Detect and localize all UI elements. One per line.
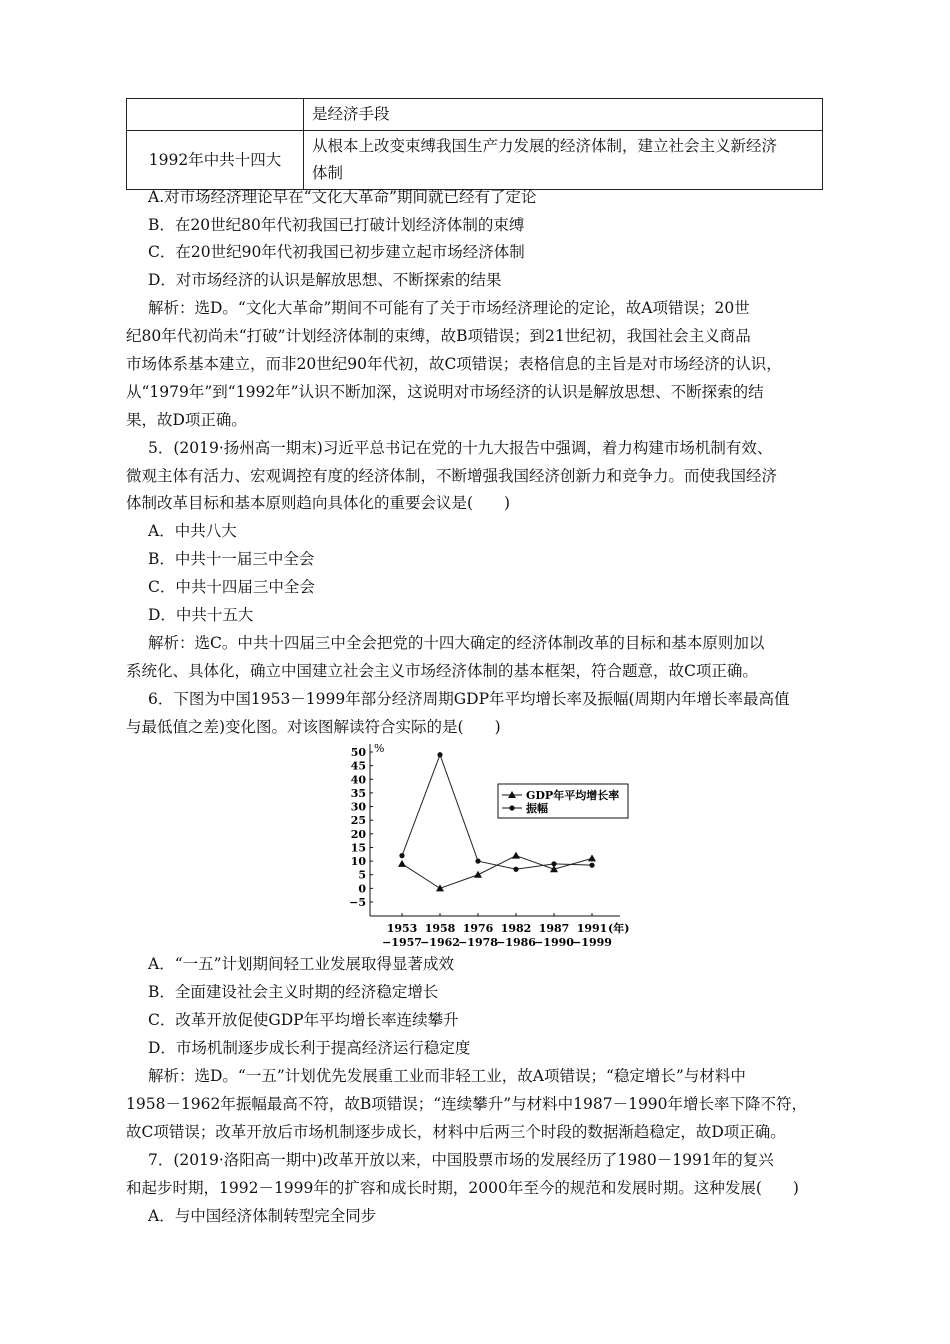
x-tick-label: 1991 bbox=[576, 922, 608, 935]
option-a: A．与中国经济体制转型完全同步 bbox=[148, 1207, 377, 1225]
answer-line: 解析：选D。“一五”计划优先发展重工业而非轻工业，故A项错误；“稳定增长”与材料中 bbox=[148, 1067, 746, 1085]
y-tick-label: 25 bbox=[350, 814, 366, 828]
y-tick-label: 5 bbox=[358, 868, 366, 882]
y-tick-label: 45 bbox=[350, 759, 366, 773]
info-table bbox=[126, 98, 823, 190]
option-d: D．中共十五大 bbox=[148, 606, 254, 624]
y-tick-label: 20 bbox=[350, 827, 366, 841]
answer-line: 纪80年代初尚未“打破”计划经济体制的束缚，故B项错误；到21世纪初，我国社会主义商品 bbox=[126, 327, 751, 345]
answer-line: 果，故D项正确。 bbox=[126, 411, 247, 429]
data-point-circle bbox=[437, 752, 442, 757]
answer-line: 从“1979年”到“1992年”认识不断加深，这说明对市场经济的认识是解放思想、不断探索的结 bbox=[126, 383, 764, 401]
y-tick-label: 40 bbox=[350, 773, 366, 787]
x-tick-label: 1976 bbox=[462, 922, 494, 935]
table-cell: 1992年中共十四大 bbox=[127, 131, 304, 190]
y-tick-label: 10 bbox=[350, 855, 366, 869]
option-b: B．中共十一届三中全会 bbox=[148, 550, 315, 568]
option-a: A．“一五”计划期间轻工业发展取得显著成效 bbox=[148, 955, 455, 973]
y-axis-label: % bbox=[374, 742, 385, 755]
x-tick-label: −1957 bbox=[382, 936, 422, 949]
option-c: C．中共十四届三中全会 bbox=[148, 578, 315, 596]
series-line bbox=[402, 856, 592, 889]
data-point-circle bbox=[589, 863, 594, 868]
question-stem: 与最低值之差)变化图。对该图解读符合实际的是( ) bbox=[126, 718, 501, 736]
option-a: A.对市场经济理论早在“文化大革命”期间就已经有了定论 bbox=[148, 188, 537, 206]
data-point-triangle bbox=[398, 860, 406, 867]
x-tick-label: 1953 bbox=[386, 922, 418, 935]
data-point-circle bbox=[475, 858, 480, 863]
y-tick-label: −5 bbox=[349, 896, 366, 909]
legend-circle-marker bbox=[509, 805, 514, 810]
y-tick-label: 50 bbox=[350, 746, 366, 759]
y-tick-label: 30 bbox=[350, 800, 366, 814]
table-cell-line: 从根本上改变束缚我国生产力发展的经济体制，建立社会主义新经济 bbox=[312, 137, 778, 155]
legend-label: GDP年平均增长率 bbox=[526, 789, 620, 802]
gdp-chart bbox=[340, 740, 650, 952]
question-stem: 微观主体有活力、宏观调控有度的经济体制，不断增强我国经济创新力和竞争力。而使我国经济 bbox=[126, 467, 778, 485]
chart-legend bbox=[498, 784, 628, 818]
table-cell-line: 体制 bbox=[312, 164, 344, 182]
option-b: B．在20世纪80年代初我国已打破计划经济体制的束缚 bbox=[148, 216, 525, 234]
option-c: C．改革开放促使GDP年平均增长率连续攀升 bbox=[148, 1011, 459, 1029]
y-tick-label: 15 bbox=[350, 841, 366, 855]
answer-line: 1958－1962年振幅最高不符，故B项错误；“连续攀升”与材料中1987－1990年增长率下降不符， bbox=[126, 1095, 808, 1113]
question-stem: 5．(2019·扬州高一期末)习近平总书记在党的十九大报告中强调，着力构建市场机制有效、 bbox=[148, 439, 773, 457]
x-tick-label: −1978 bbox=[458, 936, 498, 949]
question-stem: 7．(2019·洛阳高一期中)改革开放以来，中国股票市场的发展经历了1980－1991年的复兴 bbox=[148, 1151, 774, 1169]
data-point-circle bbox=[551, 861, 556, 866]
data-point-circle bbox=[513, 867, 518, 872]
x-tick-label: −1990 bbox=[534, 936, 574, 949]
option-d: D．市场机制逐步成长利于提高经济运行稳定度 bbox=[148, 1039, 471, 1057]
x-tick-label: 1958 bbox=[424, 922, 456, 935]
x-tick-label: 1982 bbox=[500, 922, 532, 935]
option-b: B．全面建设社会主义时期的经济稳定增长 bbox=[148, 983, 439, 1001]
option-c: C．在20世纪90年代初我国已初步建立起市场经济体制 bbox=[148, 243, 525, 261]
chart-axes bbox=[349, 742, 629, 949]
x-tick-label: 1987 bbox=[538, 922, 570, 935]
x-tick-label: −1962 bbox=[420, 936, 460, 949]
x-axis-label: (年) bbox=[608, 922, 630, 935]
table-cell bbox=[127, 99, 304, 131]
option-d: D．对市场经济的认识是解放思想、不断探索的结果 bbox=[148, 271, 502, 289]
answer-line: 解析：选D。“文化大革命”期间不可能有了关于市场经济理论的定论，故A项错误；20世 bbox=[148, 299, 750, 317]
y-tick-label: 35 bbox=[350, 786, 366, 800]
answer-line: 故C项错误；改革开放后市场机制逐步成长，材料中后两三个时段的数据渐趋稳定，故D项正确。 bbox=[126, 1123, 786, 1141]
y-tick-label: 0 bbox=[358, 882, 366, 896]
legend-label: 振幅 bbox=[526, 802, 548, 815]
data-point-triangle bbox=[474, 871, 482, 878]
chart-series bbox=[398, 752, 596, 891]
table-cell bbox=[304, 131, 823, 190]
option-a: A．中共八大 bbox=[148, 522, 237, 540]
x-tick-label: −1999 bbox=[572, 936, 612, 949]
table-row bbox=[127, 99, 823, 131]
answer-line: 解析：选C。中共十四届三中全会把党的十四大确定的经济体制改革的目标和基本原则加以 bbox=[148, 634, 765, 652]
table-row bbox=[127, 131, 823, 190]
x-tick-label: −1986 bbox=[496, 936, 536, 949]
data-point-circle bbox=[399, 853, 404, 858]
question-stem: 体制改革目标和基本原则趋向具体化的重要会议是( ) bbox=[126, 494, 511, 512]
question-stem: 和起步时期，1992－1999年的扩容和成长时期，2000年至今的规范和发展时期。这种发展( ) bbox=[126, 1179, 799, 1197]
data-point-triangle bbox=[512, 852, 520, 859]
data-point-triangle bbox=[588, 854, 596, 861]
answer-line: 市场体系基本建立，而非20世纪90年代初，故C项错误；表格信息的主旨是对市场经济的认识， bbox=[126, 355, 782, 373]
table-cell: 是经济手段 bbox=[304, 99, 823, 131]
question-stem: 6．下图为中国1953－1999年部分经济周期GDP年平均增长率及振幅(周期内年增长率最高值 bbox=[148, 690, 790, 708]
answer-line: 系统化、具体化，确立中国建立社会主义市场经济体制的基本框架，符合题意，故C项正确。 bbox=[126, 662, 758, 680]
